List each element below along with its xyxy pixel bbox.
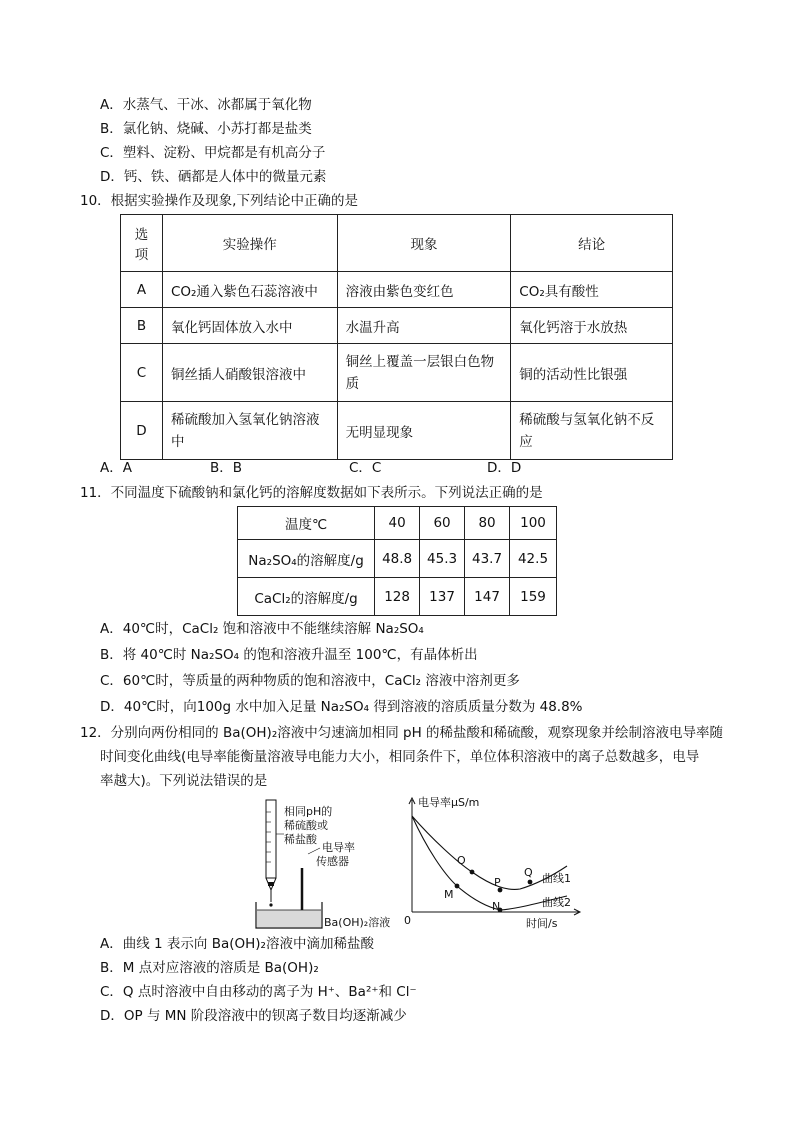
q11-temp-80: 80 (465, 507, 510, 540)
q10-stem: 10．根据实验操作及现象,下列结论中正确的是 (80, 193, 358, 209)
apparatus-figure (250, 798, 400, 932)
q11-temp-60: 60 (420, 507, 465, 540)
q12-stem-3: 率越大)。下列说法错误的是 (100, 773, 268, 789)
q11-option-a: A．40℃时，CaCl₂ 饱和溶液中不能继续溶解 Na₂SO₄ (100, 621, 424, 637)
q11-stem: 11．不同温度下硫酸钠和氯化钙的溶解度数据如下表所示。下列说法正确的是 (80, 485, 543, 501)
beaker-label: Ba(OH)₂溶液 (324, 916, 391, 929)
q10-row-c-option: C (121, 344, 163, 402)
graph-origin: 0 (404, 914, 411, 927)
q9-option-a: A．水蒸气、干冰、冰都属于氧化物 (100, 97, 312, 113)
q11-na2so4-40: 48.8 (375, 540, 420, 578)
sensor-leader (308, 848, 320, 854)
label-n: N (492, 900, 501, 913)
sensor-label-1: 电导率 (322, 841, 355, 854)
q11-header-temp: 温度℃ (238, 507, 375, 540)
q11-option-b: B．将 40℃时 Na₂SO₄ 的饱和溶液升温至 100℃，有晶体析出 (100, 647, 478, 663)
q10-answer-a: A．A (100, 460, 132, 476)
q11-option-d: D．40℃时，向100g 水中加入足量 Na₂SO₄ 得到溶液的溶质质量分数为 48.8% (100, 699, 583, 715)
q10-header-option-2: 项 (134, 247, 149, 263)
q10-answer-b: B．B (210, 460, 243, 476)
q10-row-d-phenomenon: 无明显现象 (337, 402, 511, 460)
q12-option-c: C．Q 点时溶液中自由移动的离子为 H⁺、Ba²⁺和 Cl⁻ (100, 984, 417, 1000)
curve-1-label: 曲线1 (542, 872, 571, 885)
burette-label-3: 稀盐酸 (284, 833, 317, 846)
q10-header-option (121, 215, 163, 272)
q10-row-b-phenomenon: 水温升高 (337, 308, 511, 344)
q11-option-c: C．60℃时，等质量的两种物质的饱和溶液中，CaCl₂ 溶液中溶剂更多 (100, 673, 520, 689)
q10-row-c-phenomenon: 铜丝上覆盖一层银白色物质 (337, 344, 511, 402)
q10-header-operation: 实验操作 (162, 215, 337, 272)
curve-2-label: 曲线2 (542, 896, 571, 909)
q11-temp-100: 100 (510, 507, 557, 540)
graph-ylabel: 电导率μS/m (418, 796, 480, 809)
point-o (470, 870, 475, 875)
burette-label-2: 稀硫酸或 (284, 819, 328, 832)
q10-header-conclusion: 结论 (511, 215, 673, 272)
beaker-solution (257, 910, 321, 927)
q10-row-b-conclusion: 氧化钙溶于水放热 (511, 308, 673, 344)
q12-option-d: D．OP 与 MN 阶段溶液中的钡离子数目均逐渐减少 (100, 1008, 407, 1024)
point-m (455, 884, 460, 889)
q11-na2so4-100: 42.5 (510, 540, 557, 578)
q9-option-c: C．塑料、淀粉、甲烷都是有机高分子 (100, 145, 326, 161)
q10-row-d-conclusion: 稀硫酸与氢氧化钠不反应 (511, 402, 673, 460)
q11-row-na2so4-label: Na₂SO₄的溶解度/g (238, 540, 375, 578)
conductivity-graph (402, 794, 592, 930)
q11-cacl2-100: 159 (510, 578, 557, 616)
q11-temp-40: 40 (375, 507, 420, 540)
q10-row-b-operation: 氧化钙固体放入水中 (162, 308, 337, 344)
q12-stem-2: 时间变化曲线(电导率能衡量溶液导电能力大小，相同条件下，单位体积溶液中的离子总数越多，电导 (100, 749, 700, 765)
q10-row-b-option: B (121, 308, 163, 344)
burette-label-1: 相同pH的 (284, 805, 333, 818)
q10-row-d-option: D (121, 402, 163, 460)
q11-cacl2-40: 128 (375, 578, 420, 616)
q12-option-a: A．曲线 1 表示向 Ba(OH)₂溶液中滴加稀盐酸 (100, 936, 374, 952)
q11-cacl2-60: 137 (420, 578, 465, 616)
q11-na2so4-60: 45.3 (420, 540, 465, 578)
point-q (528, 880, 533, 885)
graph-xlabel: 时间/s (526, 917, 558, 930)
q9-option-d: D．钙、铁、硒都是人体中的微量元素 (100, 169, 327, 185)
q10-header-option-1: 选 (134, 227, 149, 243)
q10-row-a-option: A (121, 272, 163, 308)
q10-row-c-conclusion: 铜的活动性比银强 (511, 344, 673, 402)
q11-row-cacl2-label: CaCl₂的溶解度/g (238, 578, 375, 616)
q10-answer-c: C．C (349, 460, 382, 476)
q10-table (120, 214, 673, 460)
q10-row-d-operation: 稀硫酸加入氢氧化钠溶液中 (162, 402, 337, 460)
label-q: Q (524, 866, 533, 879)
q10-row-c-operation: 铜丝插人硝酸银溶液中 (162, 344, 337, 402)
drop-icon (269, 903, 272, 906)
q10-row-a-operation: CO₂通入紫色石蕊溶液中 (162, 272, 337, 308)
label-m: M (444, 888, 454, 901)
sensor-label-2: 传感器 (316, 855, 349, 868)
q11-cacl2-80: 147 (465, 578, 510, 616)
q12-stem-1: 12．分别向两份相同的 Ba(OH)₂溶液中匀速滴加相同 pH 的稀盐酸和稀硫酸，观察现象并绘制溶液电导率随 (80, 725, 724, 741)
q10-header-phenomenon: 现象 (337, 215, 511, 272)
q10-row-a-conclusion: CO₂具有酸性 (511, 272, 673, 308)
label-o: O (457, 854, 466, 867)
q11-na2so4-80: 43.7 (465, 540, 510, 578)
q11-table (237, 506, 557, 616)
burette-stopcock (268, 882, 274, 886)
q10-row-a-phenomenon: 溶液由紫色变红色 (337, 272, 511, 308)
q12-option-b: B．M 点对应溶液的溶质是 Ba(OH)₂ (100, 960, 319, 976)
label-p: P (494, 876, 501, 889)
q9-option-b: B．氯化钠、烧碱、小苏打都是盐类 (100, 121, 312, 137)
q10-answer-d: D．D (487, 460, 522, 476)
